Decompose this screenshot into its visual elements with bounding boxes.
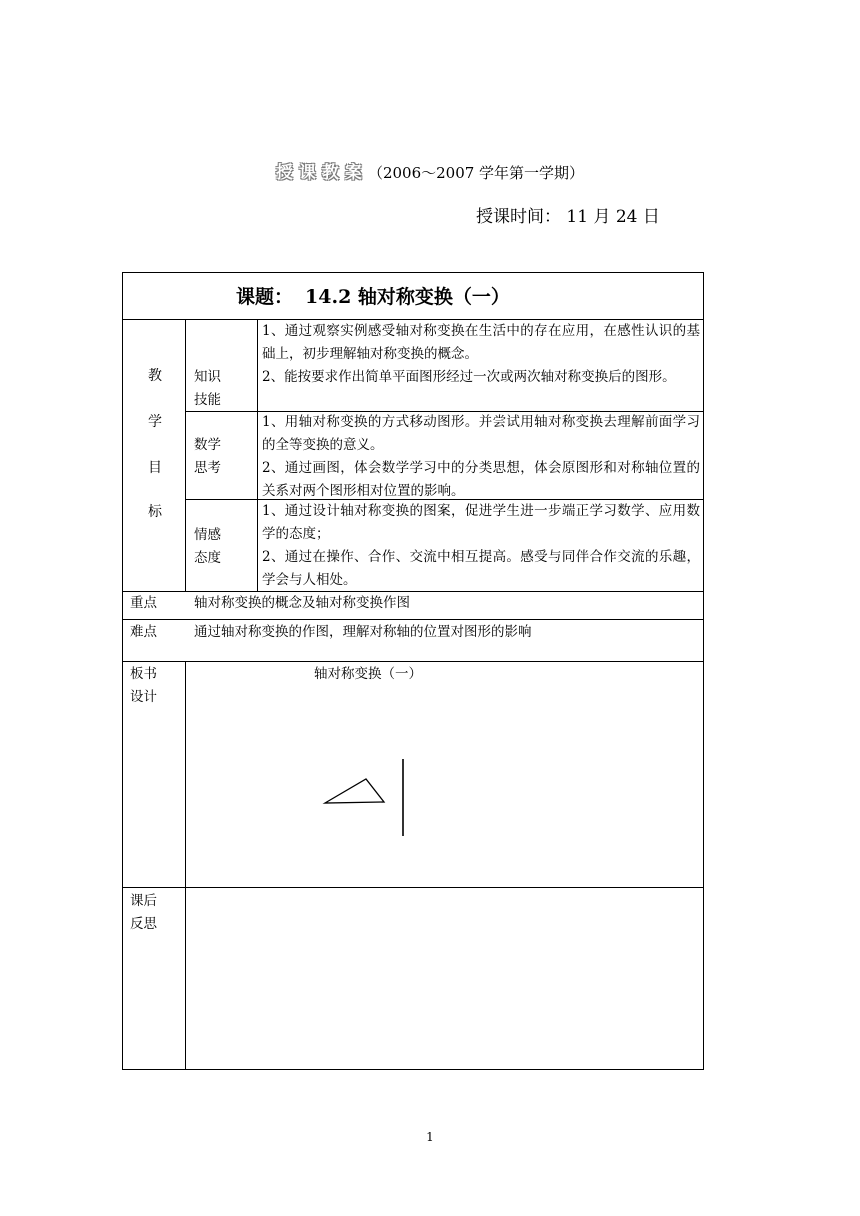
rule-keypoint-bottom [123, 619, 703, 620]
lesson-time-value: 11 月 24 日 [561, 207, 660, 227]
difficulty-label: 难点 [130, 624, 157, 640]
category-line: 情感 [194, 527, 221, 543]
board-design-label [130, 663, 157, 709]
lesson-time [476, 206, 660, 228]
symmetry-sketch [318, 752, 418, 842]
objective-item: 1、用轴对称变换的方式移动图形。并尝试用轴对称变换去理解前面学习的全等变换的意义。 [262, 414, 700, 453]
document-title-label: 授课教案 [275, 163, 368, 183]
objective-items-attitude [262, 500, 700, 592]
topic-label: 课题： [236, 286, 294, 308]
objectives-heading-char-4: 标 [148, 504, 162, 520]
objective-category-thinking [194, 434, 221, 480]
board-design-title: 轴对称变换（一） [314, 666, 422, 682]
board-design-label-line: 设计 [130, 689, 157, 705]
rule-col-1 [185, 319, 186, 591]
category-line: 技能 [194, 392, 221, 408]
difficulty-value: 通过轴对称变换的作图，理解对称轴的位置对图形的影响 [194, 624, 532, 640]
page-number: 1 [426, 1130, 434, 1144]
objective-item: 1、通过设计轴对称变换的图案，促进学生进一步端正学习数学、应用数学的态度； [262, 503, 700, 542]
objective-items-knowledge [262, 320, 700, 389]
key-point-value: 轴对称变换的概念及轴对称变换作图 [194, 595, 410, 611]
objective-category-knowledge [194, 366, 221, 412]
category-line: 数学 [194, 437, 221, 453]
objective-item: 2、通过画图，体会数学学习中的分类思想，体会原图形和对称轴位置的关系对两个图形相对位置的影响。 [262, 460, 700, 499]
objectives-heading-char-1: 教 [148, 368, 162, 384]
triangle-shape [325, 779, 384, 803]
reflection-label-line: 反思 [130, 916, 157, 932]
board-design-label-line: 板书 [130, 666, 157, 682]
objectives-heading-char-2: 学 [148, 414, 162, 430]
topic-title [236, 284, 510, 310]
rule-label-col [185, 661, 186, 1069]
category-line: 知识 [194, 369, 221, 385]
objectives-heading-char-3: 目 [148, 460, 162, 476]
key-point-label: 重点 [130, 595, 157, 611]
objective-items-thinking [262, 411, 700, 503]
category-line: 思考 [194, 460, 221, 476]
school-year: （2006～2007 学年第一学期） [367, 164, 585, 182]
objective-item: 1、通过观察实例感受轴对称变换在生活中的存在应用，在感性认识的基础上，初步理解轴对称变换的概念。 [262, 323, 700, 362]
objective-item: 2、通过在操作、合作、交流中相互提高。感受与同伴合作交流的乐趣，学会与人相处。 [262, 549, 700, 588]
rule-board-bottom [123, 887, 703, 888]
objective-category-attitude [194, 524, 221, 570]
reflection-label-line: 课后 [130, 893, 157, 909]
category-line: 态度 [194, 550, 221, 566]
lesson-time-label: 授课时间： [476, 207, 561, 227]
rule-col-2 [257, 319, 258, 591]
reflection-label [130, 890, 157, 936]
rule-difficulty-bottom [123, 661, 703, 662]
document-title [0, 163, 860, 183]
topic-value: 14.2 轴对称变换（一） [305, 286, 510, 308]
objective-item: 2、能按要求作出简单平面图形经过一次或两次轴对称变换后的图形。 [262, 369, 676, 385]
